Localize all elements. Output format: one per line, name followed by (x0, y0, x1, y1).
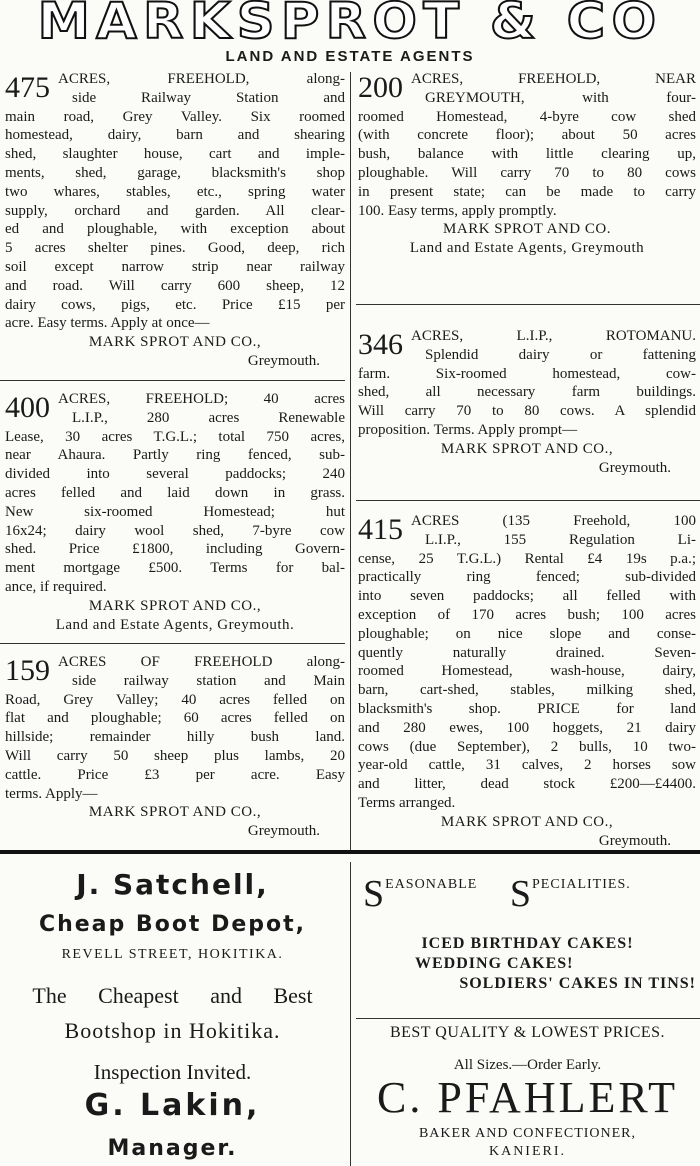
ad-text-line: barn, cart-shed, stables, milking shed, (358, 682, 696, 699)
ad-text-line: New six-roomed Homestead; hut (5, 503, 345, 520)
ad-text-line: soil except narrow strip near railway (5, 258, 345, 275)
ad-head (5, 390, 345, 428)
ad-text-line: 5 acres shelter pines. Good, deep, rich (5, 240, 345, 257)
column-divider (350, 862, 351, 1166)
ad-text-line: 16x24; dairy wool shed, 7-byre cow (5, 522, 345, 539)
heading-word: PECIALITIES. (532, 877, 631, 892)
acreage-number: 200 (358, 71, 403, 104)
ad-head (5, 70, 345, 108)
ad-text-line: ACRES, L.I.P., ROTOMANU. (411, 328, 696, 344)
ad-text-line: roomed Homestead, wash-house, dairy, (358, 663, 696, 680)
acreage-number: 475 (5, 71, 50, 104)
ad-text-line: practically ring fenced; sub-divided (358, 569, 696, 586)
ad-head (358, 327, 696, 365)
property-ad (358, 327, 696, 477)
slogan-line-2: Bootshop in Hokitika. (64, 1018, 281, 1043)
ad-text-line: bush, balance with little clearing up, (358, 146, 696, 163)
acreage-number: 400 (5, 391, 50, 424)
ad-text-line: acre. Easy terms. Apply at once— (5, 315, 210, 332)
seasonable-specialities-heading (355, 872, 700, 916)
ad-text-line: Lease, 30 acres T.G.L.; total 750 acres, (5, 428, 345, 445)
ad-text-line: homestead, dairy, barn and shearing (5, 127, 345, 144)
ad-text-line: roomed Homestead, 4-byre cow shed (358, 108, 696, 125)
ad-text-line: proposition. Terms. Apply prompt— (358, 421, 578, 438)
ad-divider (356, 500, 700, 501)
agent-signature: MARK SPROT AND CO. (443, 221, 611, 238)
ad-text-line: ploughable; on nice slope and conse- (358, 625, 696, 642)
ad-text-line: blacksmith's shop. PRICE for land (358, 700, 696, 717)
ad-text-line: and road. Will carry 600 sheep, 12 (5, 277, 345, 294)
ad-text-line: ACRES OF FREEHOLD along- (58, 654, 345, 670)
agent-signature: MARK SPROT AND CO., (440, 813, 614, 830)
ad-text-line: cattle. Price £3 per acre. Easy (5, 766, 345, 783)
property-ad (5, 70, 345, 371)
agent-location: Land and Estate Agents, Greymouth (409, 240, 645, 257)
ad-text-line: ploughable. Will carry 70 to 80 cows (358, 164, 696, 181)
acreage-number: 346 (358, 328, 403, 361)
ad-text-line: ance, if required. (5, 578, 107, 595)
head-lines (411, 512, 696, 550)
head-lines (58, 390, 345, 428)
ad-text-line: side Railway Station and (72, 89, 345, 106)
manager-name: G. Lakin, (84, 1088, 261, 1123)
section-rule (0, 850, 700, 854)
ad-text-line: ACRES, FREEHOLD, NEAR (411, 71, 696, 87)
ad-divider (0, 380, 345, 381)
ad-text-line: divided into several paddocks; 240 (5, 466, 345, 483)
inspection-invited: Inspection Invited. (93, 1060, 252, 1084)
ad-divider (356, 1018, 700, 1019)
ad-text-line: ACRES, FREEHOLD; 40 acres (58, 391, 345, 407)
subhead: LAND AND ESTATE AGENTS (225, 48, 475, 65)
head-lines (58, 653, 345, 691)
ad-text-line: two whares, stables, etc., spring water (5, 183, 345, 200)
ad-text-line: 100. Easy terms, apply promptly. (358, 202, 557, 219)
ad-text-line: quently naturally drained. Seven- (358, 644, 696, 661)
shop-name: J. Satchell, (76, 868, 269, 901)
agent-signature: MARK SPROT AND CO., (88, 804, 262, 821)
acreage-number: 159 (5, 654, 50, 687)
manager-title: Manager. (107, 1136, 238, 1161)
ad-text-line: dairy cows, pigs, etc. Price £15 per (5, 296, 345, 313)
ad-head (358, 70, 696, 108)
ad-divider (356, 304, 700, 305)
ad-text-line: L.I.P., 280 acres Renewable (72, 409, 345, 426)
item-soldiers-cakes: SOLDIERS' CAKES IN TINS! (459, 975, 696, 992)
order-line: All Sizes.—Order Early. (453, 1057, 602, 1073)
ad-text-line: L.I.P., 155 Regulation Li- (425, 531, 696, 548)
agent-signature: MARK SPROT AND CO., (88, 334, 262, 351)
drop-letter: S (363, 873, 386, 915)
ad-text-line: exception of 170 acres bush; 100 acres (358, 606, 696, 623)
ad-text-line: farm. Six-roomed homestead, cow- (358, 365, 696, 382)
ad-text-line: side railway station and Main (72, 672, 345, 689)
ad-text-line: GREYMOUTH, with four- (425, 89, 696, 106)
ad-text-line: in present state; can be made to carry (358, 183, 696, 200)
agent-location: Greymouth. (247, 823, 320, 840)
agent-signature: MARK SPROT AND CO., (88, 597, 262, 614)
ad-text-line: supply, orchard and garden. All clear- (5, 202, 345, 219)
agent-location: Greymouth. (247, 352, 320, 369)
masthead: MARKSPROT & CO (37, 0, 663, 50)
ad-text-line: main road, Grey Valley. Six roomed (5, 108, 345, 125)
property-ad (358, 70, 696, 258)
ad-text-line: Will carry 50 sheep plus lambs, 20 (5, 747, 345, 764)
quality-line: BEST QUALITY & LOWEST PRICES. (389, 1024, 666, 1041)
agent-location: Greymouth. (598, 459, 671, 476)
agent-location: Greymouth. (598, 832, 671, 849)
property-ad (5, 390, 345, 634)
ad-text-line: into seven paddocks; all felled with (358, 588, 696, 605)
ad-text-line: Splendid dairy or fattening (425, 346, 696, 363)
property-ad (5, 653, 345, 841)
ad-text-line: terms. Apply— (5, 785, 98, 802)
ad-text-line: (with concrete floor); about 50 acres (358, 127, 696, 144)
drop-letter: S (509, 873, 533, 915)
head-lines (411, 70, 696, 108)
ad-divider (0, 643, 345, 644)
acreage-number: 415 (358, 513, 403, 546)
ad-text-line: shed. Price £1800, including Govern- (5, 541, 345, 558)
item-birthday-cakes: ICED BIRTHDAY CAKES! (421, 935, 634, 952)
baker-location: KANIERI. (488, 1144, 567, 1159)
ad-text-line: year-old cattle, 31 calves, 2 horses sow (358, 757, 696, 774)
ad-text-line: near Ahaura. Partly ring fenced, sub- (5, 447, 345, 464)
ad-text-line: Will carry 70 to 80 cows. A splendid (358, 403, 696, 420)
property-ad (358, 512, 696, 850)
ad-text-line: ment mortgage £500. Terms for bal- (5, 560, 345, 577)
ad-text-line: flat and ploughable; 60 acres felled on (5, 710, 345, 727)
ad-text-line: Terms arranged. (358, 794, 456, 811)
head-lines (411, 327, 696, 365)
ad-text-line: ACRES, FREEHOLD, along- (58, 71, 345, 87)
baker-trade: BAKER AND CONFECTIONER, (418, 1126, 637, 1141)
column-divider (350, 72, 351, 850)
shop-tagline: Cheap Boot Depot, (38, 912, 307, 937)
ad-text-line: Road, Grey Valley; 40 acres felled on (5, 691, 345, 708)
ad-text-line: and litter, dead stock £200—£4400. (358, 776, 696, 793)
shop-address: REVELL STREET, HOKITIKA. (61, 947, 284, 962)
ad-text-line: acres felled and laid down in grass. (5, 484, 345, 501)
ad-head (5, 653, 345, 691)
ad-text-line: cense, 25 T.G.L.) Rental £4 19s p.a.; (358, 550, 696, 567)
ad-text-line: and 280 ewes, 100 hoggets, 21 dairy (358, 719, 696, 736)
slogan-line-1: The Cheapest and Best (32, 983, 313, 1008)
agent-signature: MARK SPROT AND CO., (440, 440, 614, 457)
ad-text-line: hillside; remainder hilly bush land. (5, 729, 345, 746)
ad-text-line: ments, shed, garage, blacksmith's shop (5, 164, 345, 181)
agent-location: Land and Estate Agents, Greymouth. (55, 616, 295, 633)
ad-text-line: ACRES (135 Freehold, 100 (411, 513, 696, 529)
heading-word: EASONABLE (385, 877, 478, 892)
ad-text-line: shed, all necessary farm buildings. (358, 384, 696, 401)
head-lines (58, 70, 345, 108)
ad-text-line: cows (due September), 2 bulls, 10 two- (358, 738, 696, 755)
ad-text-line: ed and ploughable, with exception about (5, 221, 345, 238)
ad-head (358, 512, 696, 550)
baker-name: C. PFAHLERT (377, 1073, 678, 1122)
ad-text-line: shed, slaughter house, cart and imple- (5, 146, 345, 163)
item-wedding-cakes: WEDDING CAKES! (415, 955, 574, 972)
